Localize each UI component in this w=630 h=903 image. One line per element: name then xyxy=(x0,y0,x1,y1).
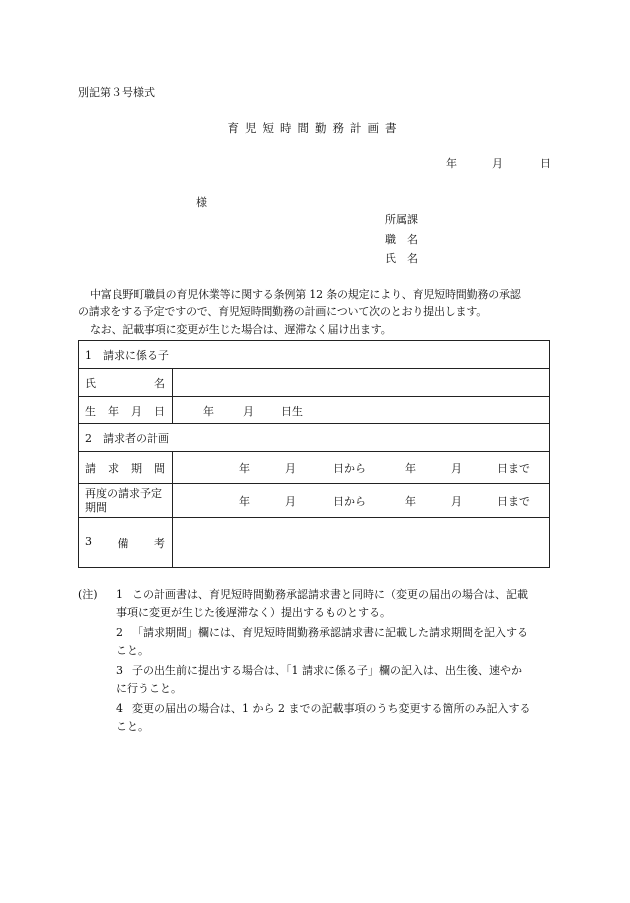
child-name-label xyxy=(79,369,173,397)
birthdate-field[interactable] xyxy=(173,397,549,424)
remarks-char-2: 考 xyxy=(154,536,165,550)
notes-prefix: (注) xyxy=(78,588,98,601)
note-2-number: 2 xyxy=(116,626,123,639)
position-label: 職 名 xyxy=(385,233,418,246)
note-2-line-2: こと。 xyxy=(116,644,149,657)
replan-from-day: 日から xyxy=(333,495,366,508)
note-3-number: 3 xyxy=(116,664,123,677)
remarks-number: 3 xyxy=(85,534,92,548)
name-label: 氏 名 xyxy=(385,252,418,265)
birthdate-day: 日生 xyxy=(281,404,303,418)
birthdate-month: 月 xyxy=(243,404,254,418)
birthdate-char-3: 月 xyxy=(131,404,142,418)
replan-to-month: 月 xyxy=(451,495,462,508)
affiliation-label: 所属課 xyxy=(385,213,418,226)
period-to-month: 月 xyxy=(451,462,462,475)
note-1-line-1: この計画書は、育児短時間勤務承認請求書と同時に（変更の届出の場合は、記載 xyxy=(132,588,528,601)
birthdate-year: 年 xyxy=(203,404,214,418)
note-3-line-1: 子の出生前に提出する場合は、「1 請求に係る子」欄の記入は、出生後、速やか xyxy=(132,664,522,677)
remarks-label xyxy=(79,518,173,567)
period-from-year: 年 xyxy=(239,462,250,475)
table-row-child-name xyxy=(79,368,549,397)
period-char-1: 請 xyxy=(85,462,96,475)
table-row-section1 xyxy=(79,341,549,368)
intro-line-2: の請求をする予定ですので、育児短時間勤務の計画について次のとおり提出します。 xyxy=(78,305,488,318)
date-year-label: 年 xyxy=(446,157,457,170)
replan-from-month: 月 xyxy=(285,495,296,508)
replan-period-label xyxy=(79,484,173,518)
birthdate-label xyxy=(79,397,173,424)
period-from-month: 月 xyxy=(285,462,296,475)
note-4-line-2: こと。 xyxy=(116,720,149,733)
period-char-2: 求 xyxy=(108,462,119,475)
period-char-3: 期 xyxy=(131,462,142,475)
table-row-request-period xyxy=(79,451,549,484)
intro-line-1: 中富良野町職員の育児休業等に関する条例第 12 条の規定により、育児短時間勤務の承認 xyxy=(90,288,521,301)
period-to-day: 日まで xyxy=(497,462,530,475)
date-day-label: 日 xyxy=(540,157,551,170)
child-name-char-1: 氏 xyxy=(85,377,96,390)
intro-line-3: なお、記載事項に変更が生じた場合は、遅滞なく届け出ます。 xyxy=(90,323,392,336)
period-char-4: 間 xyxy=(154,462,165,475)
replan-label-line-2: 期間 xyxy=(85,501,107,514)
note-4-line-1: 変更の届出の場合は、1 から 2 までの記載事項のうち変更する箇所のみ記入する xyxy=(132,702,531,715)
replan-to-year: 年 xyxy=(405,495,416,508)
note-4-number: 4 xyxy=(116,702,123,715)
plan-table xyxy=(78,340,550,568)
replan-label-line-1: 再度の請求予定 xyxy=(85,487,162,500)
note-2-line-1: 「請求期間」欄には、育児短時間勤務承認請求書に記載した請求期間を記入する xyxy=(132,626,528,639)
table-row-birthdate xyxy=(79,396,549,424)
table-row-replan-period xyxy=(79,483,549,518)
period-to-year: 年 xyxy=(405,462,416,475)
table-row-section2 xyxy=(79,423,549,452)
request-period-field[interactable] xyxy=(173,452,549,484)
remarks-char-1: 備 xyxy=(117,536,129,550)
replan-to-day: 日まで xyxy=(497,495,530,508)
request-period-label xyxy=(79,452,173,484)
page-title: 育児短時間勤務計画書 xyxy=(227,121,403,135)
table-row-remarks xyxy=(79,517,549,567)
note-3-line-2: に行うこと。 xyxy=(116,682,182,695)
birthdate-char-4: 日 xyxy=(154,404,165,418)
child-name-field[interactable] xyxy=(173,369,549,397)
birthdate-char-1: 生 xyxy=(85,404,96,418)
replan-period-field[interactable] xyxy=(173,484,549,518)
remarks-field[interactable] xyxy=(173,518,549,567)
addressee-suffix: 様 xyxy=(196,196,207,209)
child-name-char-2: 名 xyxy=(154,377,165,390)
note-1-number: 1 xyxy=(116,588,123,601)
date-month-label: 月 xyxy=(492,157,503,170)
note-1-line-2: 事項に変更が生じた後遅滞なく）提出するものとする。 xyxy=(116,606,391,619)
period-from-day: 日から xyxy=(333,462,366,475)
section1-heading: 1 請求に係る子 xyxy=(85,348,169,362)
birthdate-char-2: 年 xyxy=(108,404,119,418)
form-number: 別記第３号様式 xyxy=(78,86,155,99)
section2-heading: 2 請求者の計画 xyxy=(85,432,169,445)
replan-from-year: 年 xyxy=(239,495,250,508)
